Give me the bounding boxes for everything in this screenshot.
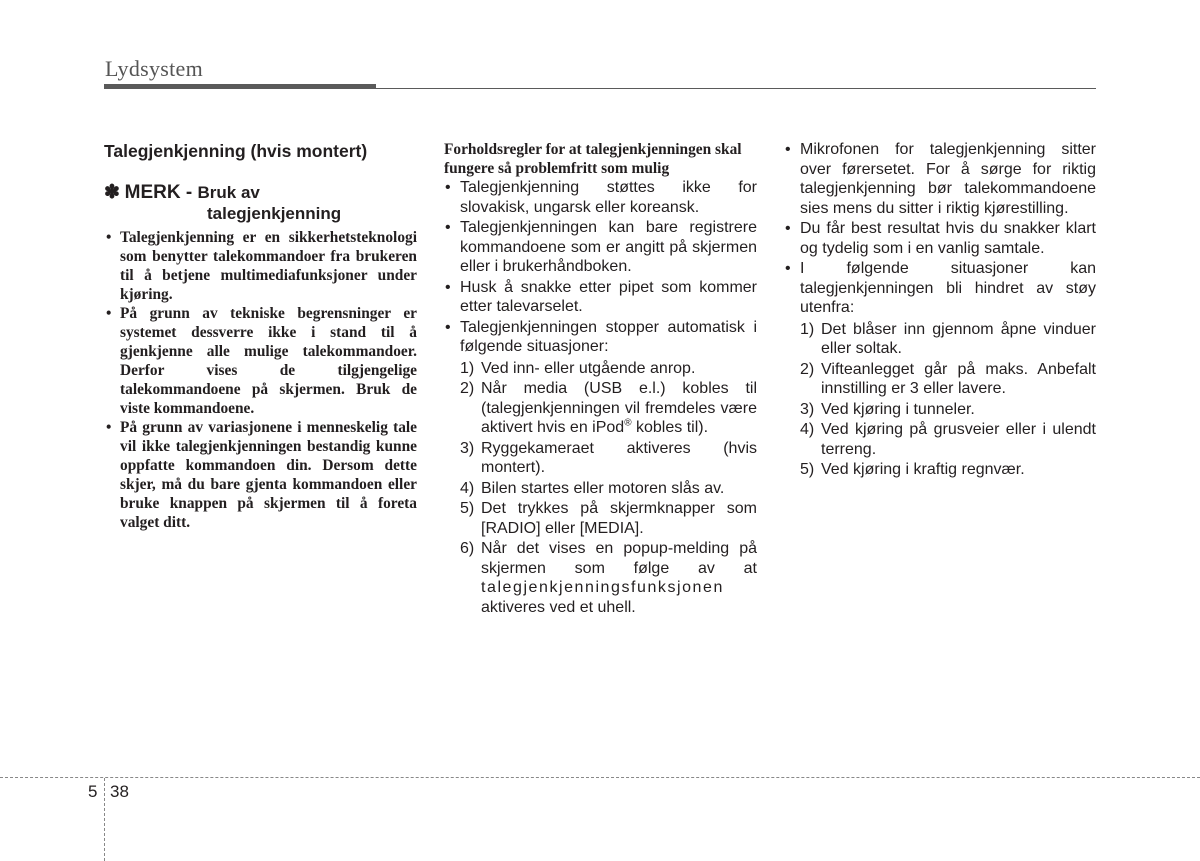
step-item: 2) Når media (USB e.l.) kobles til (talegjenkjenningen vil fremdeles være aktivert hvis en iPod® kobles til). xyxy=(460,380,757,436)
list-item: • Mikrofonen for talegjenkjenning sitter over førersetet. For å sørge for riktig talegjenkjenning bør talekommandoene sies mens du sitter i riktig kjørestilling. xyxy=(784,140,1096,218)
footer-vertical-dashed-rule xyxy=(104,778,105,861)
column-2 xyxy=(444,140,757,618)
section-title: Talegjenkjenning (hvis montert) xyxy=(104,141,368,161)
step-item: 2) Vifteanlegget går på maks. Anbefalt innstilling er 3 eller lavere. xyxy=(800,360,1096,397)
step-item: 3) Ved kjøring i tunneler. xyxy=(800,400,975,418)
note-heading xyxy=(104,182,417,224)
tips-list xyxy=(784,140,1096,480)
list-item: • Du får best resultat hvis du snakker klart og tydelig som i en vanlig samtale. xyxy=(784,219,1096,258)
list-item-text: I følgende situasjoner kan talegjenkjenningen bli hindret av støy utenfra: xyxy=(800,260,1096,316)
noise-situations-list xyxy=(800,320,1096,480)
column-3 xyxy=(784,140,1096,481)
step-item: 1) Ved inn- eller utgående anrop. xyxy=(460,359,696,377)
stop-situations-list xyxy=(460,359,757,618)
step-item: 5) Det trykkes på skjermknapper som [RADIO] eller [MEDIA]. xyxy=(460,500,757,537)
step-item: 5) Ved kjøring i kraftig regnvær. xyxy=(800,461,1025,478)
list-item: • På grunn av variasjonene i menneskelig tale vil ikke talegjenkjenningen bestandig kunne oppfatte kommandoen din. Dersom dette skjer, må du bare gjenta kommandoen eller bruke knappen på skjermen til å foreta valget ditt. xyxy=(104,418,417,532)
footer-dashed-rule xyxy=(0,777,1200,778)
note-symbol-icon: ✽ xyxy=(104,182,120,203)
note-title-b: talegjenkjenning xyxy=(207,204,342,223)
note-label: MERK - xyxy=(124,182,198,203)
list-item: • Talegjenkjenningen kan bare registrere kommandoene som er angitt på skjermen eller i brukerhåndboken. xyxy=(444,218,757,277)
step-item: 1) Det blåser inn gjennom åpne vinduer eller soltak. xyxy=(800,320,1096,357)
precautions-list xyxy=(444,178,757,617)
list-item-text: Talegjenkjenningen stopper automatisk i følgende situasjoner: xyxy=(460,318,757,355)
registered-mark: ® xyxy=(624,417,632,429)
step-item: 4) Bilen startes eller motoren slås av. xyxy=(460,479,725,497)
list-item: • Talegjenkjenning er en sikkerhetsteknologi som benytter talekommandoer fra brukeren til å betjene multimediafunksjoner under kjøring. xyxy=(104,228,417,304)
page-number: 38 xyxy=(110,782,129,801)
list-item xyxy=(784,259,1096,480)
note-title-a: Bruk av xyxy=(197,183,260,202)
list-item: • På grunn av tekniske begrensninger er systemet dessverre ikke i stand til å gjenkjenne alle mulige talekommandoer. Derfor vises de tilgjengelige talekommandoene på skjermen. Bruk de viste kommandoene. xyxy=(104,304,417,418)
note-bullet-list xyxy=(104,228,417,532)
header-rule-thin xyxy=(104,88,1096,89)
step-item: 3) Ryggekameraet aktiveres (hvis montert). xyxy=(460,439,757,476)
chapter-number: 5 xyxy=(88,782,98,801)
column-1 xyxy=(104,140,417,532)
page-header-title: Lydsystem xyxy=(105,56,204,81)
list-item: • Talegjenkjenning støttes ikke for slovakisk, ungarsk eller koreansk. xyxy=(444,178,757,217)
step-item: 6) Når det vises en popup-melding på skjermen som følge av at talegjenkjenningsfunksjonen aktiveres ved et uhell. xyxy=(460,540,757,616)
step-item: 4) Ved kjøring på grusveier eller i ulendt terreng. xyxy=(800,421,1096,458)
precautions-heading: Forholdsregler for at talegjenkjenningen skal fungere så problemfritt som mulig xyxy=(444,141,742,177)
list-item: • Husk å snakke etter pipet som kommer etter talevarselet. xyxy=(444,278,757,317)
list-item xyxy=(444,318,757,618)
